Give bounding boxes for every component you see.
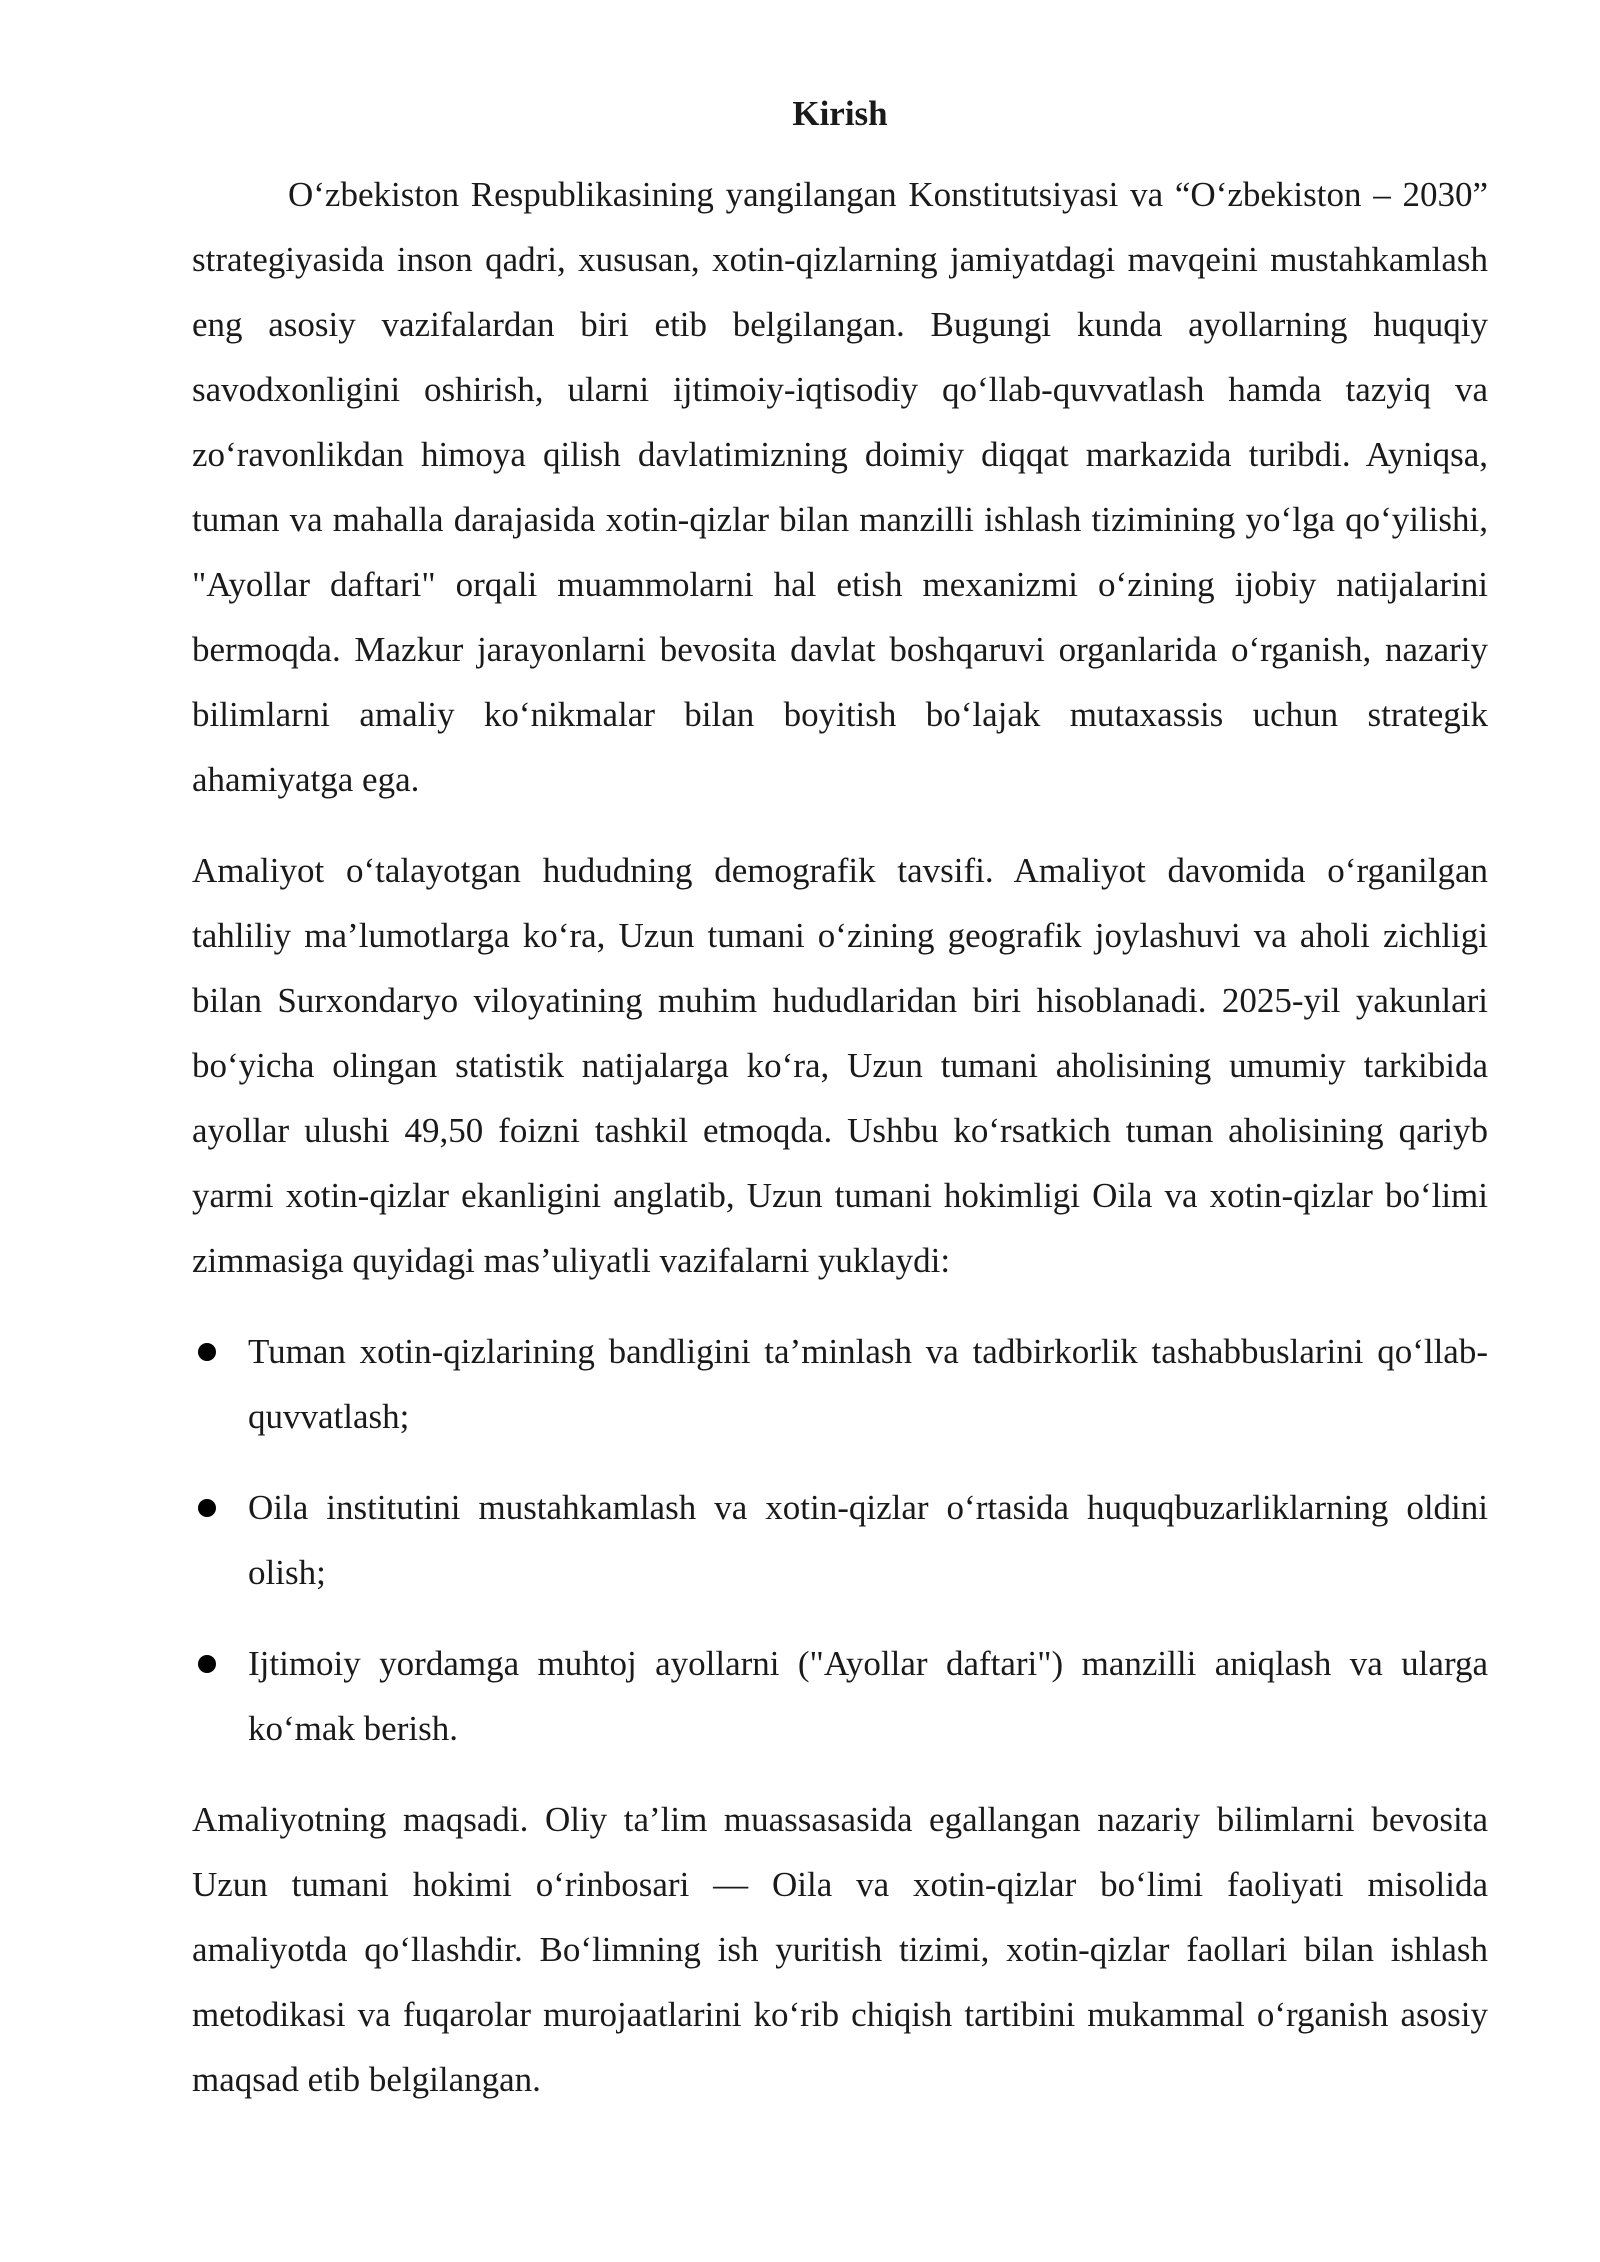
document-page <box>192 92 1488 2138</box>
list-item <box>192 1631 1488 1761</box>
goal-paragraph: Amaliyotning maqsadi. Oliy ta’lim muassasasida egallangan nazariy bilimlarni bevosita Uzun tumani hokimi o‘rinbosari — Oila va xotin-qizlar bo‘limi faoliyati misolida amaliyotda qo‘llashdir. Bo‘limning ish yuritish tizimi, xotin-qizlar faollari bilan ishlash metodikasi va fuqarolar murojaatlarini ko‘rib chiqish tartibini mukammal o‘rganish asosiy maqsad etib belgilangan. <box>192 1800 1488 2099</box>
list-item-text: Ijtimoiy yordamga muhtoj ayollarni ("Ayollar daftari") manzilli aniqlash va ularga ko‘mak berish. <box>248 1644 1488 1748</box>
demographics-paragraph: Amaliyot o‘talayotgan hududning demografik tavsifi. Amaliyot davomida o‘rganilgan tahliliy ma’lumotlarga ko‘ra, Uzun tumani o‘zining geografik joylashuvi va aholi zichligi bilan Surxondaryo viloyatining muhim hududlaridan biri hisoblanadi. 2025-yil yakunlari bo‘yicha olingan statistik natijalarga ko‘ra, Uzun tumani aholisining umumiy tarkibida ayollar ulushi 49,50 foizni tashkil etmoqda. Ushbu ko‘rsatkich tuman aholisining qariyb yarmi xotin-qizlar ekanligini anglatib, Uzun tumani hokimligi Oila va xotin-qizlar bo‘limi zimmasiga quyidagi mas’uliyatli vazifalarni yuklaydi: <box>192 851 1488 1280</box>
tasks-list <box>192 1319 1488 1761</box>
page-title: Kirish <box>792 94 888 133</box>
bullet-dot-icon <box>198 1655 216 1673</box>
intro-paragraph: O‘zbekiston Respublikasining yangilangan Konstitutsiyasi va “O‘zbekiston – 2030” strategiyasida inson qadri, xususan, xotin-qizlarning jamiyatdagi mavqeini mustahkamlash eng asosiy vazifalardan biri etib belgilangan. Bugungi kunda ayollarning huquqiy savodxonligini oshirish, ularni ijtimoiy-iqtisodiy qo‘llab-quvvatlash hamda tazyiq va zo‘ravonlikdan himoya qilish davlatimizning doimiy diqqat markazida turibdi. Ayniqsa, tuman va mahalla darajasida xotin-qizlar bilan manzilli ishlash tizimining yo‘lga qo‘yilishi, "Ayollar daftari" orqali muammolarni hal etish mexanizmi o‘zining ijobiy natijalarini bermoqda. Mazkur jarayonlarni bevosita davlat boshqaruvi organlarida o‘rganish, nazariy bilimlarni amaliy ko‘nikmalar bilan boyitish bo‘lajak mutaxassis uchun strategik ahamiyatga ega. <box>192 175 1488 799</box>
bullet-dot-icon <box>198 1343 216 1361</box>
list-item-text: Tuman xotin-qizlarining bandligini ta’minlash va tadbirkorlik tashabbuslarini qo‘llab-quvvatlash; <box>248 1332 1488 1436</box>
list-item <box>192 1475 1488 1605</box>
list-item <box>192 1319 1488 1449</box>
list-item-text: Oila institutini mustahkamlash va xotin-qizlar o‘rtasida huquqbuzarliklarning oldini olish; <box>248 1488 1488 1592</box>
bullet-dot-icon <box>198 1499 216 1517</box>
